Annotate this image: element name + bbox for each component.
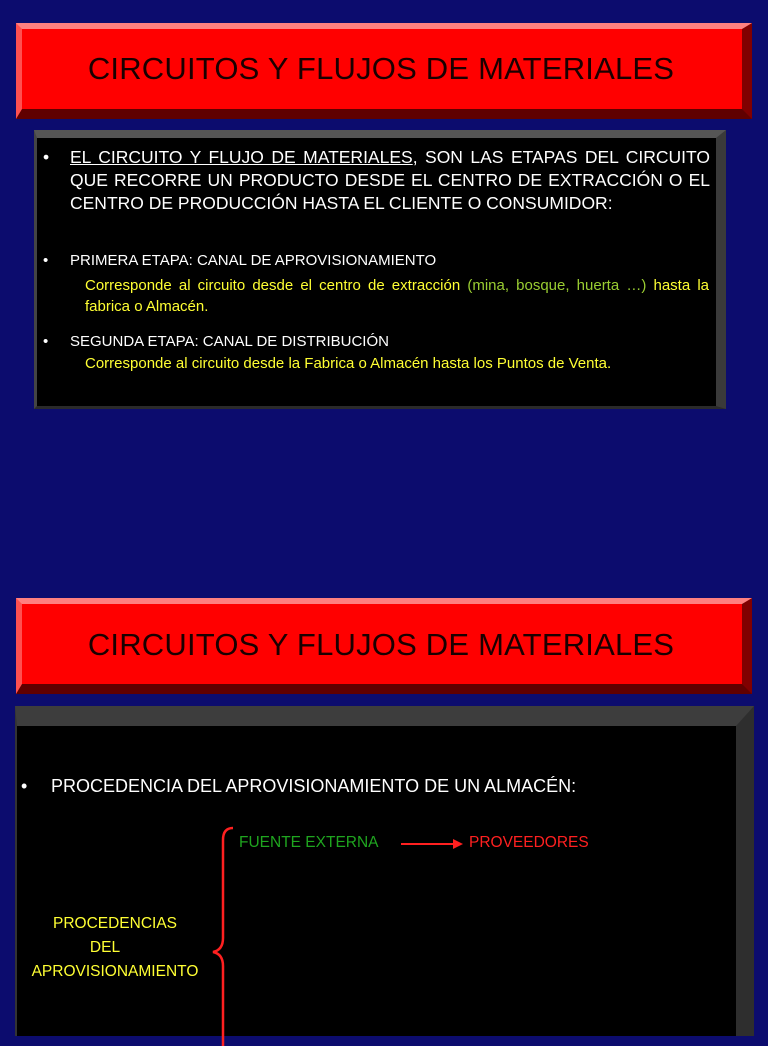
slide2-content-box: [15, 706, 754, 1036]
fuente-externa-label: FUENTE EXTERNA: [239, 834, 379, 851]
bullet-icon: •: [43, 333, 49, 350]
slide2-title-banner: [16, 598, 752, 694]
stage1-desc-examples: (mina, bosque, huerta …): [467, 277, 647, 294]
slide1-content-box: [34, 130, 726, 409]
slide1-intro-text: [70, 146, 710, 215]
stage1-heading: PRIMERA ETAPA: CANAL DE APROVISIONAMIENTO: [70, 252, 437, 269]
procedencias-line1: PROCEDENCIAS: [52, 915, 178, 932]
curly-brace-icon: [209, 826, 239, 1046]
stage2-heading: SEGUNDA ETAPA: CANAL DE DISTRIBUCIÓN: [70, 333, 389, 350]
intro-underlined-term: EL CIRCUITO Y FLUJO DE MATERIALES: [70, 147, 413, 167]
bullet-icon: •: [43, 252, 49, 269]
arrow-right-icon: [401, 837, 463, 851]
stage1-desc-a: Corresponde al circuito desde el centro de extracción: [85, 277, 468, 294]
procedencias-line3: APROVISIONAMIENTO: [31, 963, 199, 980]
bullet-icon: •: [43, 147, 50, 167]
procedencias-line2: DEL: [89, 939, 121, 956]
slide1-title-banner: [16, 23, 752, 119]
slide1-title: CIRCUITOS Y FLUJOS DE MATERIALES: [87, 51, 675, 86]
stage2-description: Corresponde al circuito desde la Fabrica o Almacén hasta los Puntos de Venta.: [85, 355, 612, 372]
intro-rest-text: , SON LAS ETAPAS DEL CIRCUITO QUE RECORRE UN PRODUCTO DESDE EL CENTRO DE EXTRACCIÓN O EL CENTRO DE PRODUCCIÓN HASTA EL CLIENTE O CONSUMIDOR:: [70, 147, 710, 213]
slide2-title: CIRCUITOS Y FLUJOS DE MATERIALES: [87, 627, 675, 662]
stage1-desc-b: hasta la fabrica o Almacén.: [85, 277, 709, 315]
procedencias-label: [17, 912, 213, 984]
bullet-icon: •: [21, 776, 28, 796]
slide2-bullet-text: PROCEDENCIA DEL APROVISIONAMIENTO DE UN ALMACÉN:: [51, 776, 577, 796]
stage1-description: [85, 275, 709, 317]
proveedores-label: PROVEEDORES: [469, 834, 589, 851]
